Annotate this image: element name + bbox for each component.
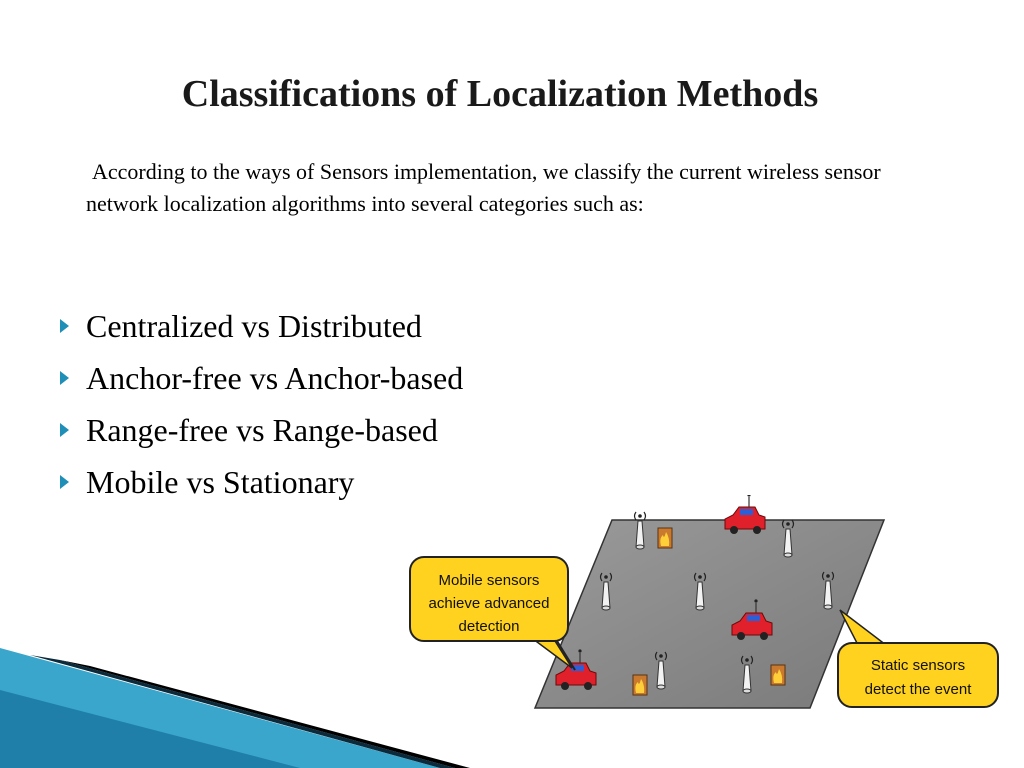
callout-mobile-line: Mobile sensors: [438, 572, 540, 589]
callout-static-line: detect the event: [864, 681, 972, 698]
triangle-bullet-icon: [60, 319, 69, 333]
bullet-text: Mobile vs Stationary: [86, 464, 355, 500]
bullet-text: Centralized vs Distributed: [86, 308, 422, 344]
bullet-text: Anchor-free vs Anchor-based: [86, 360, 464, 396]
sensor-network-illustration: [400, 495, 1010, 715]
bullet-list: [52, 300, 463, 508]
callout-mobile-line: achieve advanced: [428, 595, 550, 612]
intro-paragraph: According to the ways of Sensors implementation, we classify the current wireless sensor network localization algorithms into several categories such as:: [86, 159, 881, 216]
bullet-item: [52, 300, 463, 352]
bullet-item: [52, 404, 463, 456]
triangle-bullet-icon: [60, 423, 69, 437]
callout-static-sensors: [838, 610, 998, 707]
slide-title: Classifications of Localization Methods: [181, 73, 819, 115]
callout-mobile-line: detection: [458, 618, 520, 635]
bullet-item: [52, 352, 463, 404]
triangle-bullet-icon: [60, 371, 69, 385]
callout-static-line: Static sensors: [870, 657, 966, 674]
callout-mobile-sensors: [410, 557, 575, 670]
bullet-text: Range-free vs Range-based: [86, 412, 438, 448]
triangle-bullet-icon: [60, 475, 69, 489]
